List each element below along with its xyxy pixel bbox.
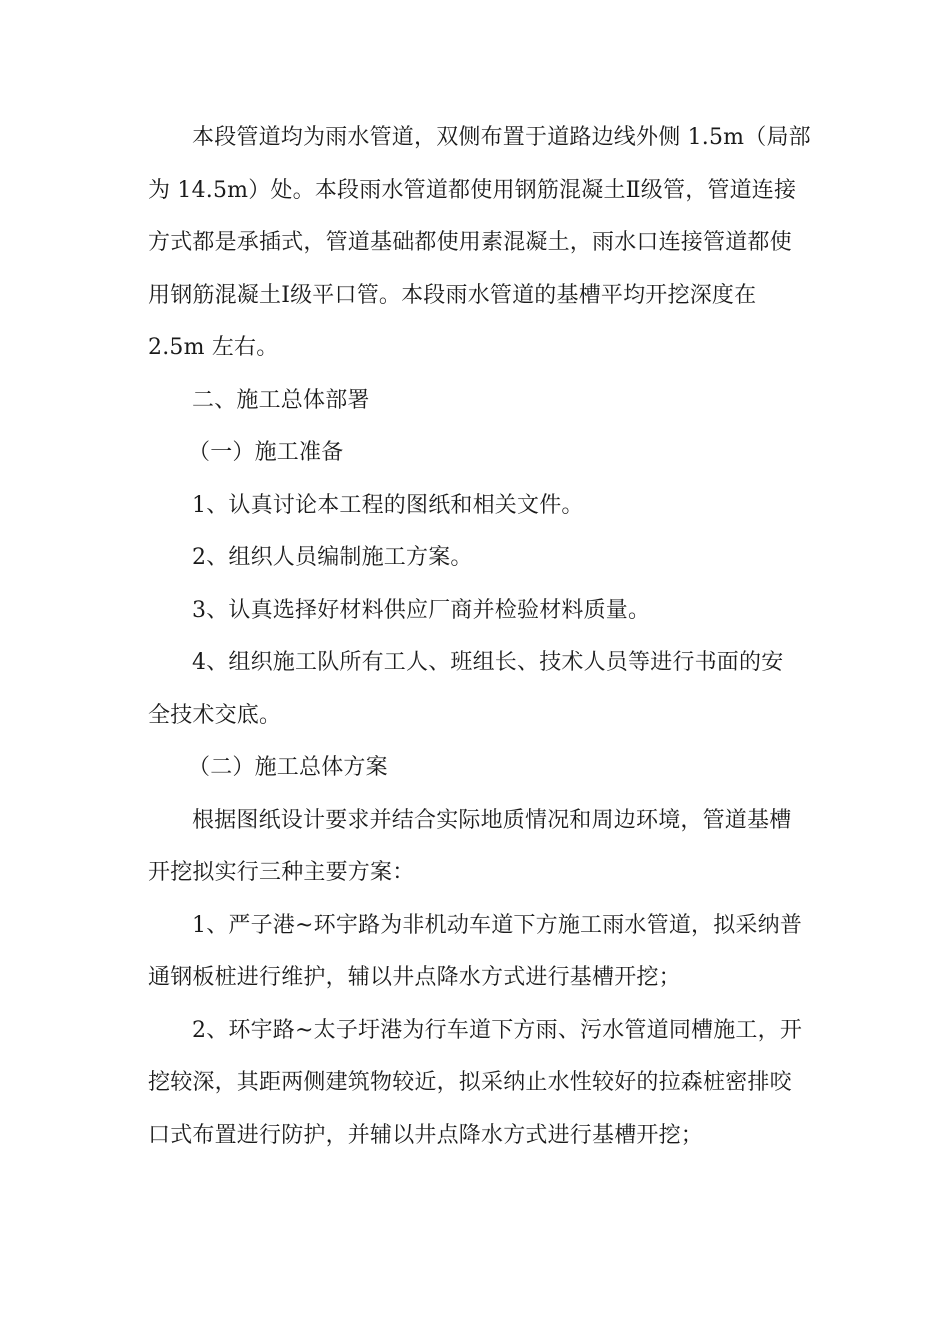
subsection-heading: （一）施工准备 <box>188 440 344 465</box>
list-item-continuation: 通钢板桩进行维护，辅以井点降水方式进行基槽开挖； <box>148 965 681 990</box>
section-heading: 二、施工总体部署 <box>192 387 370 413</box>
list-item-continuation: 全技术交底。 <box>148 702 282 728</box>
paragraph-line: 为 14.5m）处。本段雨水管道都使用钢筋混凝土Ⅱ级管，管道连接 <box>148 177 797 203</box>
subsection-heading: （二）施工总体方案 <box>188 755 388 780</box>
list-item: 4、组织施工队所有工人、班组长、技术人员等进行书面的安 <box>192 650 784 675</box>
list-item-continuation: 口式布置进行防护，并辅以井点降水方式进行基槽开挖； <box>148 1122 704 1148</box>
paragraph-line: 方式都是承插式，管道基础都使用素混凝土，雨水口连接管道都使 <box>148 230 792 255</box>
paragraph-line: 开挖拟实行三种主要方案： <box>148 860 415 885</box>
document-body <box>148 112 811 1162</box>
paragraph-line: 本段管道均为雨水管道，双侧布置于道路边线外侧 1.5m（局部 <box>192 125 811 150</box>
paragraph-line: 根据图纸设计要求并结合实际地质情况和周边环境，管道基槽 <box>192 807 792 833</box>
list-item-continuation: 挖较深，其距两侧建筑物较近，拟采纳止水性较好的拉森桩密排咬 <box>148 1070 792 1095</box>
paragraph-line: 2.5m 左右。 <box>148 335 279 360</box>
list-item: 1、认真讨论本工程的图纸和相关文件。 <box>192 492 584 518</box>
list-item: 2、组织人员编制施工方案。 <box>192 545 473 570</box>
list-item: 2、环宇路~太子圩港为行车道下方雨、污水管道同槽施工，开 <box>192 1017 803 1043</box>
list-item: 1、严子港~环宇路为非机动车道下方施工雨水管道，拟采纳普 <box>192 912 803 938</box>
paragraph-line: 用钢筋混凝土Ⅰ级平口管。本段雨水管道的基槽平均开挖深度在 <box>148 282 757 308</box>
list-item: 3、认真选择好材料供应厂商并检验材料质量。 <box>192 597 651 623</box>
